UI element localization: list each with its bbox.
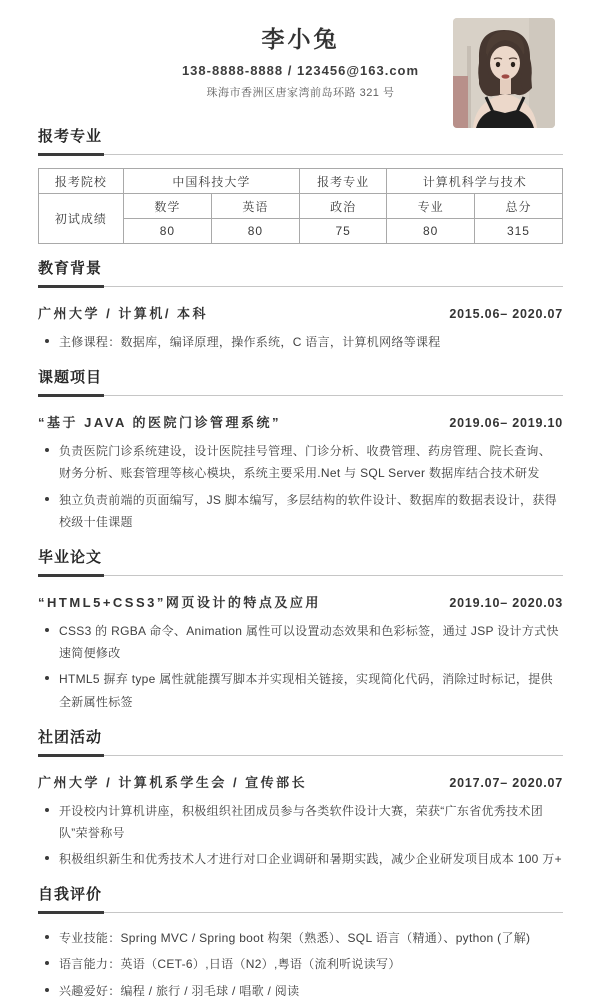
score-label-cell: 初试成绩 xyxy=(39,194,124,244)
bullet-label: CSS3 的 RGBA 命令、Animation 属性可以设置动态效果和色彩标签，通过 JSP 设计方式快速简便修改 xyxy=(59,623,559,661)
divider-line xyxy=(38,912,563,913)
bullet-item xyxy=(38,331,563,353)
profile-photo xyxy=(453,18,555,128)
section-title: 教育背景 xyxy=(38,260,103,277)
bullet-dot xyxy=(45,988,49,992)
bullet-dot xyxy=(45,676,49,680)
bullet-label: 专业技能：Spring MVC / Spring boot 构架（熟悉）、SQL 语言（精通）、python (了解) xyxy=(59,931,531,946)
section-divider xyxy=(38,574,563,577)
bullet-list xyxy=(38,440,563,533)
bullet-label: 兴趣爱好：编程 / 旅行 / 羽毛球 / 唱歌 / 阅读 xyxy=(59,983,300,998)
table-row xyxy=(39,169,563,194)
table-row xyxy=(39,194,563,219)
major-label-cell: 报考专业 xyxy=(299,169,387,194)
bullet-item xyxy=(38,668,563,712)
bullet-label: 独立负责前端的页面编写，JS 脚本编写，多层结构的软件设计、数据库的数据表设计，获得校级十佳课题 xyxy=(59,492,557,529)
section-title: 报考专业 xyxy=(38,128,103,145)
candidate-name: 李小兔 xyxy=(261,26,340,52)
bullet-item xyxy=(38,489,563,533)
subject-cell: 数学 xyxy=(123,194,211,219)
bullet-label: 语言能力：英语（CET-6）,日语（N2）,粤语（流利听说读写） xyxy=(59,957,401,972)
subject-cell: 总分 xyxy=(474,194,562,219)
divider-accent xyxy=(38,754,104,757)
contact-line: 138-8888-8888 / 123456@163.com xyxy=(181,63,420,78)
section-divider xyxy=(38,285,563,288)
divider-line xyxy=(38,154,563,155)
divider-accent xyxy=(38,285,104,288)
score-cell: 80 xyxy=(211,219,299,244)
major-value-cell: 计算机科学与技术 xyxy=(387,169,563,194)
entry-heading: 广州大学 / 计算机/ 本科 xyxy=(38,306,209,321)
address-line: 珠海市香洲区唐家湾前岛环路 321 号 xyxy=(206,87,395,99)
club-entry xyxy=(38,772,563,791)
project-entry xyxy=(38,412,563,431)
section-divider xyxy=(38,394,563,397)
bullet-item xyxy=(38,620,563,664)
section-title: 自我评价 xyxy=(38,886,103,904)
entry-heading: 广州大学 / 计算机系学生会 / 宣传部长 xyxy=(38,774,308,790)
score-cell: 80 xyxy=(387,219,475,244)
subject-cell: 专业 xyxy=(387,194,475,219)
entry-date: 2017.07– 2020.07 xyxy=(449,775,563,790)
bullet-item xyxy=(38,800,563,844)
bullet-label: HTML5 摒弃 type 属性就能撰写脚本并实现相关链接，实现简化代码，消除过时标记，提供全新属性标签 xyxy=(59,672,553,709)
subject-cell: 英语 xyxy=(211,194,299,219)
section-self-evaluation xyxy=(38,885,563,1002)
entry-heading: “基于 JAVA 的医院门诊管理系统” xyxy=(38,415,281,431)
bullet-dot xyxy=(45,808,49,812)
score-cell: 75 xyxy=(299,219,387,244)
score-cell: 315 xyxy=(474,219,562,244)
divider-line xyxy=(38,575,563,576)
bullet-dot xyxy=(45,497,49,501)
school-value-cell: 中国科技大学 xyxy=(123,169,299,194)
bullet-label: 负责医院门诊系统建设，设计医院挂号管理、门诊分析、收费管理、药房管理、院长查询、财务分析、账套管理等核心模块，系统主要采用.Net 与 SQL Server 数据库结合技术研发 xyxy=(59,444,552,481)
bullet-item xyxy=(38,980,563,1002)
school-label-cell: 报考院校 xyxy=(39,169,124,194)
bullet-dot xyxy=(45,935,49,939)
entry-date: 2015.06– 2020.07 xyxy=(449,307,563,321)
bullet-item xyxy=(38,927,563,949)
bullet-dot xyxy=(45,856,49,860)
bullet-list xyxy=(38,800,563,871)
section-divider xyxy=(38,754,563,757)
bullet-label: 积极组织新生和优秀技术人才进行对口企业调研和暑期实践，减少企业研发项目成本 100 万+ xyxy=(59,852,562,867)
section-thesis xyxy=(38,548,563,713)
education-entry xyxy=(38,303,563,322)
portrait-illustration xyxy=(453,18,555,128)
bullet-dot xyxy=(45,339,49,343)
entry-heading: “HTML5+CSS3”网页设计的特点及应用 xyxy=(38,594,321,610)
section-education xyxy=(38,259,563,353)
divider-accent xyxy=(38,394,104,397)
divider-accent xyxy=(38,911,104,914)
bullet-list xyxy=(38,331,563,353)
section-exam xyxy=(38,127,563,244)
section-club xyxy=(38,728,563,871)
section-divider xyxy=(38,153,563,156)
entry-date: 2019.06– 2019.10 xyxy=(449,416,563,431)
bullet-dot xyxy=(45,961,49,965)
divider-line xyxy=(38,755,563,756)
bullet-list xyxy=(38,620,563,713)
bullet-item xyxy=(38,440,563,484)
section-title: 毕业论文 xyxy=(38,548,103,566)
section-title: 社团活动 xyxy=(38,728,103,746)
section-divider xyxy=(38,911,563,914)
bullet-label: 开设校内计算机讲座，积极组织社团成员参与各类软件设计大赛，荣获“广东省优秀技术团队”荣誉称号 xyxy=(59,803,543,840)
bullet-label: 主修课程：数据库，编译原理，操作系统，C 语言，计算机网络等课程 xyxy=(59,335,441,349)
bullet-dot xyxy=(45,628,49,632)
bullet-item xyxy=(38,848,563,870)
subject-cell: 政治 xyxy=(299,194,387,219)
bullet-item xyxy=(38,953,563,975)
section-project xyxy=(38,368,563,533)
score-cell: 80 xyxy=(123,219,211,244)
divider-line xyxy=(38,395,563,396)
divider-accent xyxy=(38,153,104,156)
exam-score-table xyxy=(38,168,563,244)
bullet-list xyxy=(38,927,563,1002)
bullet-dot xyxy=(45,448,49,452)
entry-date: 2019.10– 2020.03 xyxy=(449,595,563,610)
thesis-entry xyxy=(38,592,563,611)
section-title: 课题项目 xyxy=(38,369,103,387)
divider-line xyxy=(38,286,563,287)
divider-accent xyxy=(38,574,104,577)
